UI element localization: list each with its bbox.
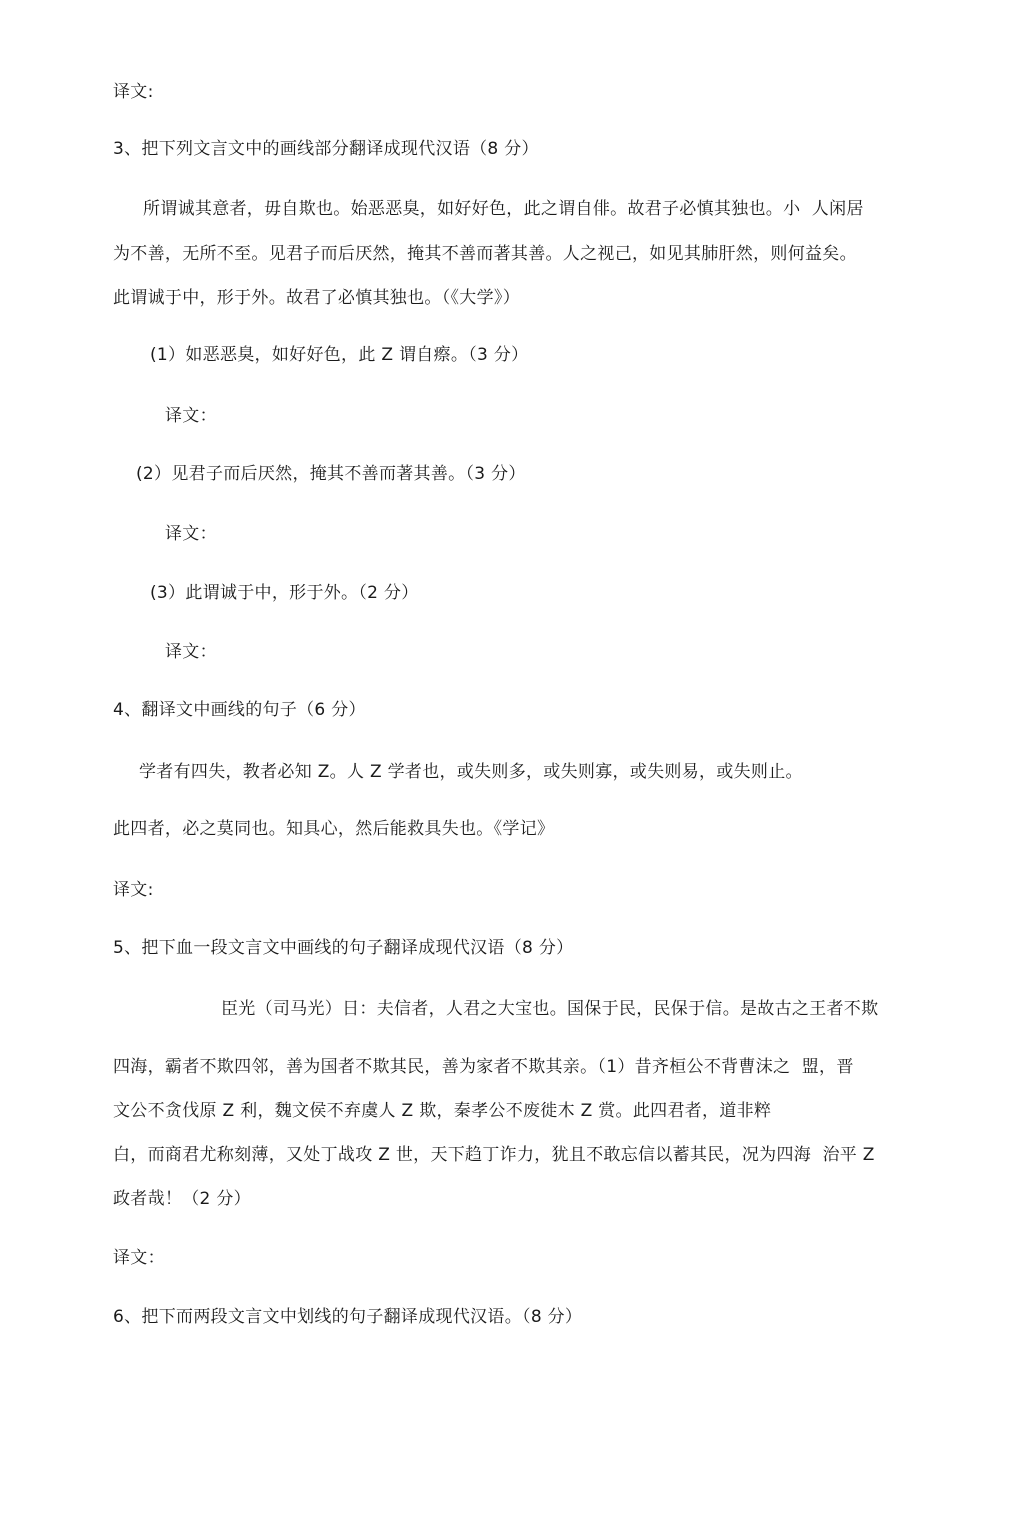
passage-5-line-5: 政者哉！（2 分） <box>113 1189 251 1209</box>
translation-label: 译文： <box>165 406 217 426</box>
translation-label: 译文： <box>165 524 217 544</box>
translation-label: 译文： <box>165 642 217 662</box>
sub-question-3: (3）此谓诚于中，形于外。（2 分） <box>150 583 419 603</box>
passage-5-line-2: 四海，霸者不欺四邻，善为国者不欺其民，善为家者不欺其亲。（1）昔齐桓公不背曹沫之 盟，晋 <box>113 1057 854 1077</box>
translation-label: 译文: <box>113 880 154 900</box>
question-3-heading: 3、把下列文言文中的画线部分翻译成现代汉语（8 分） <box>113 139 539 159</box>
passage-3-line-3: 此谓诚于中，形于外。故君了必慎其独也。（《大学》） <box>113 288 520 308</box>
question-5-heading: 5、把下血一段文言文中画线的句子翻译成现代汉语（8 分） <box>113 938 574 958</box>
passage-5-line-3: 文公不贪伐原 Z 利，魏文侯不弃虞人 Z 欺，秦孝公不废徙木 Z 赏。此四君者，道非粹 <box>113 1101 772 1121</box>
passage-5-line-1: 臣光（司马光）日：夫信者，人君之大宝也。国保于民，民保于信。是故古之王者不欺 <box>221 999 879 1019</box>
passage-3-line-2: 为不善，无所不至。见君子而后厌然，掩其不善而著其善。人之视己，如见其肺肝然，则何益矣。 <box>113 244 857 264</box>
passage-5-line-4: 白，而商君尤称刻薄，又处丁战攻 Z 世，天下趋丁诈力，犹且不敢忘信以蓄其民，况为四海 治平 Z <box>113 1145 875 1165</box>
sub-question-2: (2）见君子而后厌然，掩其不善而著其善。（3 分） <box>136 464 526 484</box>
translation-label: 译文： <box>113 1248 165 1268</box>
sub-question-1: (1）如恶恶臭，如好好色，此 Z 谓自瘵。（3 分） <box>150 345 529 365</box>
passage-4-line-1: 学者有四失，教者必知 Z。人 Z 学者也，或失则多，或失则寡，或失则易，或失则止。 <box>139 762 803 782</box>
passage-4-line-2: 此四者，必之莫同也。知具心，然后能救具失也。《学记》 <box>113 819 555 839</box>
question-4-heading: 4、翻译文中画线的句子（6 分） <box>113 700 366 720</box>
passage-3-line-1: 所谓诚其意者，毋自欺也。始恶恶臭，如好好色，此之谓自俳。故君子必慎其独也。小 人闲居 <box>143 199 864 219</box>
translation-label: 译文: <box>113 82 154 102</box>
question-6-heading: 6、把下而两段文言文中划线的句子翻译成现代汉语。（8 分） <box>113 1307 583 1327</box>
